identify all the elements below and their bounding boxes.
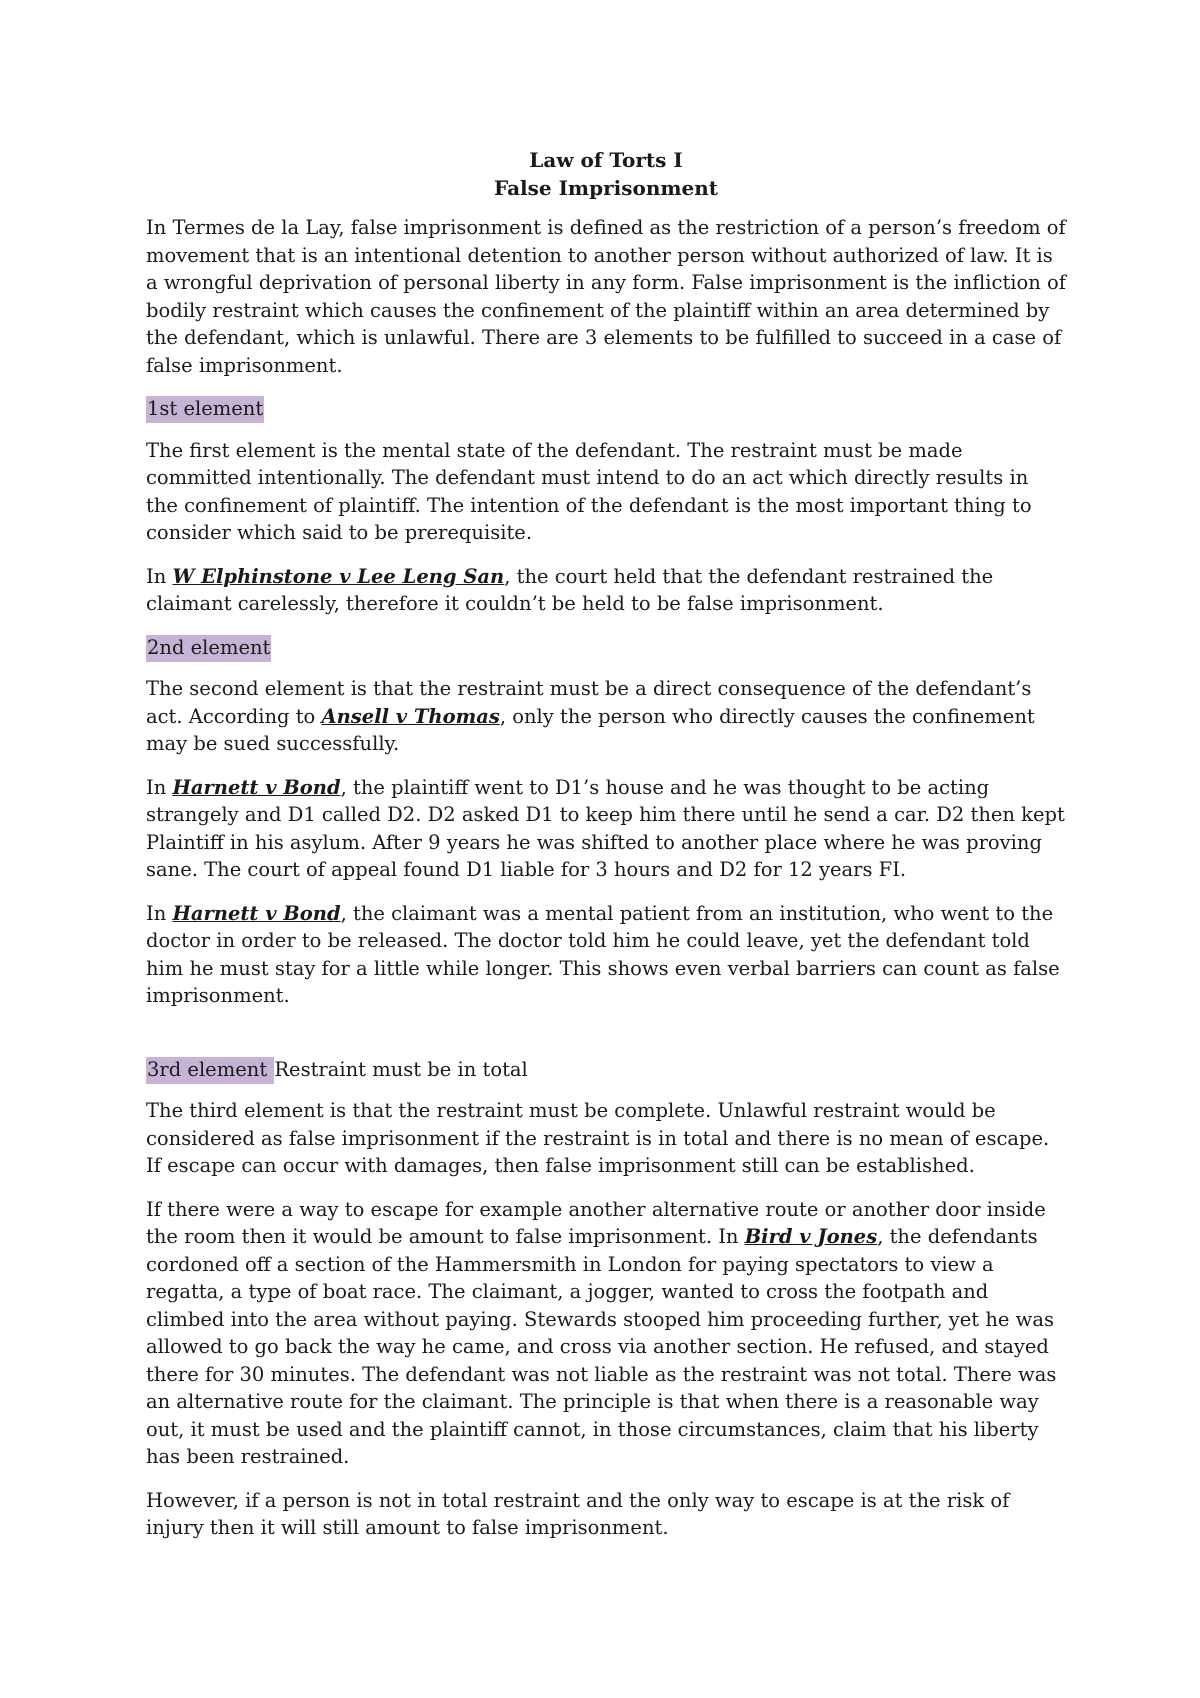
text-run: , the plaintiff went to D1’s house and he was thought to be acting strangely and D1 called D2. D2 asked D1 to keep him there until he send a car. D2 then kept Plaintiff in his asylum. After 9 years he was shifted to another place where he was proving sane. The court of appeal found D1 liable for 3 hours and D2 for 12 years FI. <box>146 775 1065 881</box>
text-run: In <box>146 564 173 588</box>
case-name: Harnett v Bond <box>172 775 341 799</box>
case-name: Harnett v Bond <box>172 901 341 925</box>
intro-paragraph: In Termes de la Lay, false imprisonment is defined as the restriction of a person’s freedom of movement that is an intentional detention to another person without authorized of law. It is a wrongful deprivation of personal liberty in any form. False imprisonment is the infliction of bodily restraint which causes the confinement of the plaintiff within an area determined by the defendant, which is unlawful. There are 3 elements to be fulfilled to succeed in a case of false imprisonment. <box>146 216 1066 377</box>
text-run: , only the person who directly causes the confinement may be sued successfully. <box>146 704 1035 755</box>
element3-paragraph-2 <box>146 1196 1066 1471</box>
element3-heading: 3rd element <box>146 1057 274 1084</box>
element2-heading: 2nd element <box>146 635 271 662</box>
case-name: Bird v Jones <box>744 1225 878 1248</box>
element3-paragraph-1: The third element is that the restraint must be complete. Unlawful restraint would be considered as false imprisonment if the restraint is in total and there is no mean of escape. If escape can occur with damages, then false imprisonment still can be established. <box>146 1099 1050 1177</box>
text-run: If there were a way to escape for example another alternative route or another door inside the room then it would be amount to false imprisonment. In <box>146 1197 1046 1248</box>
element2-heading-line <box>146 634 1066 662</box>
document-page <box>146 146 1066 1558</box>
element1-paragraph-2 <box>146 563 1066 618</box>
element2-paragraph-2 <box>146 774 1066 884</box>
case-name: Ansell v Thomas <box>321 704 500 728</box>
element3-heading-line <box>146 1056 1066 1084</box>
case-name: W Elphinstone v Lee Leng San <box>172 564 505 588</box>
text-run: , the defendants cordoned off a section of the Hammersmith in London for paying spectators to view a regatta, a type of boat race. The claimant, a jogger, wanted to cross the footpath and climbed into the area without paying. Stewards stooped him proceeding further, yet he was allowed to go back the way he came, and cross via another section. He refused, and stayed there for 30 minutes. The defendant was not liable as the restraint was not total. There was an alternative route for the claimant. The principle is that when there is a reasonable way out, it must be used and the plaintiff cannot, in those circumstances, claim that his liberty has been restrained. <box>146 1225 1057 1468</box>
element3-paragraph-3: However, if a person is not in total restraint and the only way to escape is at the risk of injury then it will still amount to false imprisonment. <box>146 1488 1010 1539</box>
element2-paragraph-1 <box>146 675 1066 758</box>
document-subtitle: False Imprisonment <box>493 176 719 200</box>
element3-heading-tail: Restraint must be in total <box>274 1057 528 1081</box>
text-run: , the claimant was a mental patient from an institution, who went to the doctor in order to be released. The doctor told him he could leave, yet the defendant told him he must stay for a little while longer. This shows even verbal barriers can count as false imprisonment. <box>146 901 1060 1007</box>
element1-paragraph-1: The first element is the mental state of the defendant. The restraint must be made committed intentionally. The defendant must intend to do an act which directly results in the confinement of plaintiff. The intention of the defendant is the most important thing to consider which said to be prerequisite. <box>146 438 1032 544</box>
text-run: In <box>146 775 173 799</box>
text-run: The second element is that the restraint must be a direct consequence of the defendant’s act. According to <box>146 677 1032 728</box>
element2-paragraph-3 <box>146 900 1066 1010</box>
text-run: In <box>146 901 173 925</box>
text-run: , the court held that the defendant restrained the claimant carelessly, therefore it couldn’t be held to be false imprisonment. <box>146 564 994 615</box>
title-block <box>146 146 1066 202</box>
document-title: Law of Torts I <box>529 148 683 172</box>
element1-heading: 1st element <box>146 396 264 423</box>
blank-line <box>146 1026 1066 1056</box>
element1-heading-line <box>146 395 1066 423</box>
